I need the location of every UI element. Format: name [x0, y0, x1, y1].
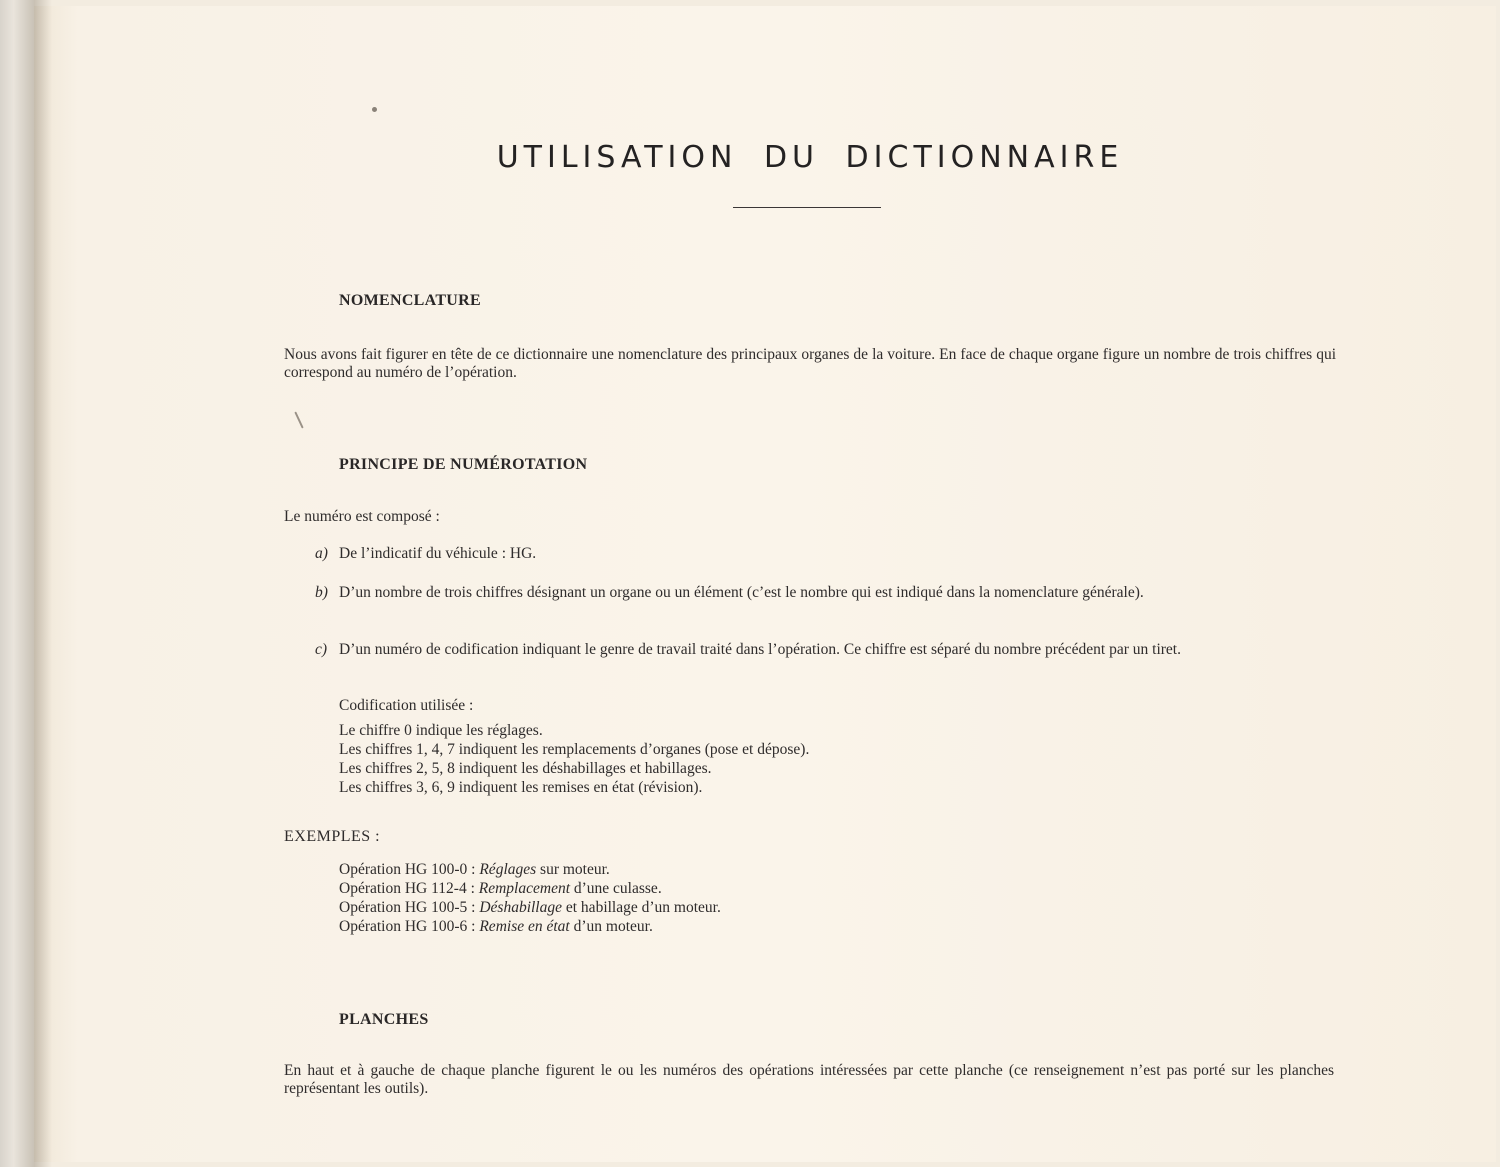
title-rule	[733, 207, 881, 208]
page-title: UTILISATION DU DICTIONNAIRE	[496, 140, 1124, 176]
principe-heading: PRINCIPE DE NUMÉROTATION	[339, 456, 588, 473]
list-letter: c)	[315, 641, 328, 658]
codification-line: Les chiffres 2, 5, 8 indiquent les déshabillages et habillages.	[339, 760, 712, 777]
exemples-heading: EXEMPLES :	[284, 828, 381, 845]
paper-speck	[372, 107, 377, 112]
nomenclature-heading: NOMENCLATURE	[339, 292, 481, 309]
planches-heading: PLANCHES	[339, 1011, 429, 1028]
principe-intro: Le numéro est composé :	[284, 508, 440, 525]
list-letter: b)	[315, 584, 328, 601]
codification-line: Les chiffres 1, 4, 7 indiquent les remplacements d’organes (pose et dépose).	[339, 741, 810, 758]
example-line: Opération HG 100-6 : Remise en état d’un moteur.	[339, 918, 653, 935]
codification-line: Les chiffres 3, 6, 9 indiquent les remises en état (révision).	[339, 779, 703, 796]
example-line: Opération HG 100-5 : Déshabillage et habillage d’un moteur.	[339, 899, 721, 916]
nomenclature-paragraph: Nous avons fait figurer en tête de ce dictionnaire une nomenclature des principaux organes de la voiture. En face de chaque organe figure un nombre de trois chiffres qui correspond au numéro de l’opération.	[284, 346, 1336, 381]
list-item-b: D’un nombre de trois chiffres désignant un organe ou un élément (c’est le nombre qui est indiqué dans la nomenclature générale).	[339, 584, 1144, 601]
planches-paragraph: En haut et à gauche de chaque planche figurent le ou les numéros des opérations intéressées par cette planche (ce renseignement n’est pas porté sur les planches représentant les outils).	[284, 1062, 1334, 1097]
codification-line: Le chiffre 0 indique les réglages.	[339, 722, 543, 739]
example-line: Opération HG 100-0 : Réglages sur moteur.	[339, 861, 610, 878]
codification-label: Codification utilisée :	[339, 697, 474, 714]
list-letter: a)	[315, 545, 328, 562]
list-item-c: D’un numéro de codification indiquant le genre de travail traité dans l’opération. Ce chiffre est séparé du nombre précédent par un tiret.	[339, 641, 1181, 658]
example-line: Opération HG 112-4 : Remplacement d’une culasse.	[339, 880, 662, 897]
list-item-a: De l’indicatif du véhicule : HG.	[339, 545, 537, 562]
